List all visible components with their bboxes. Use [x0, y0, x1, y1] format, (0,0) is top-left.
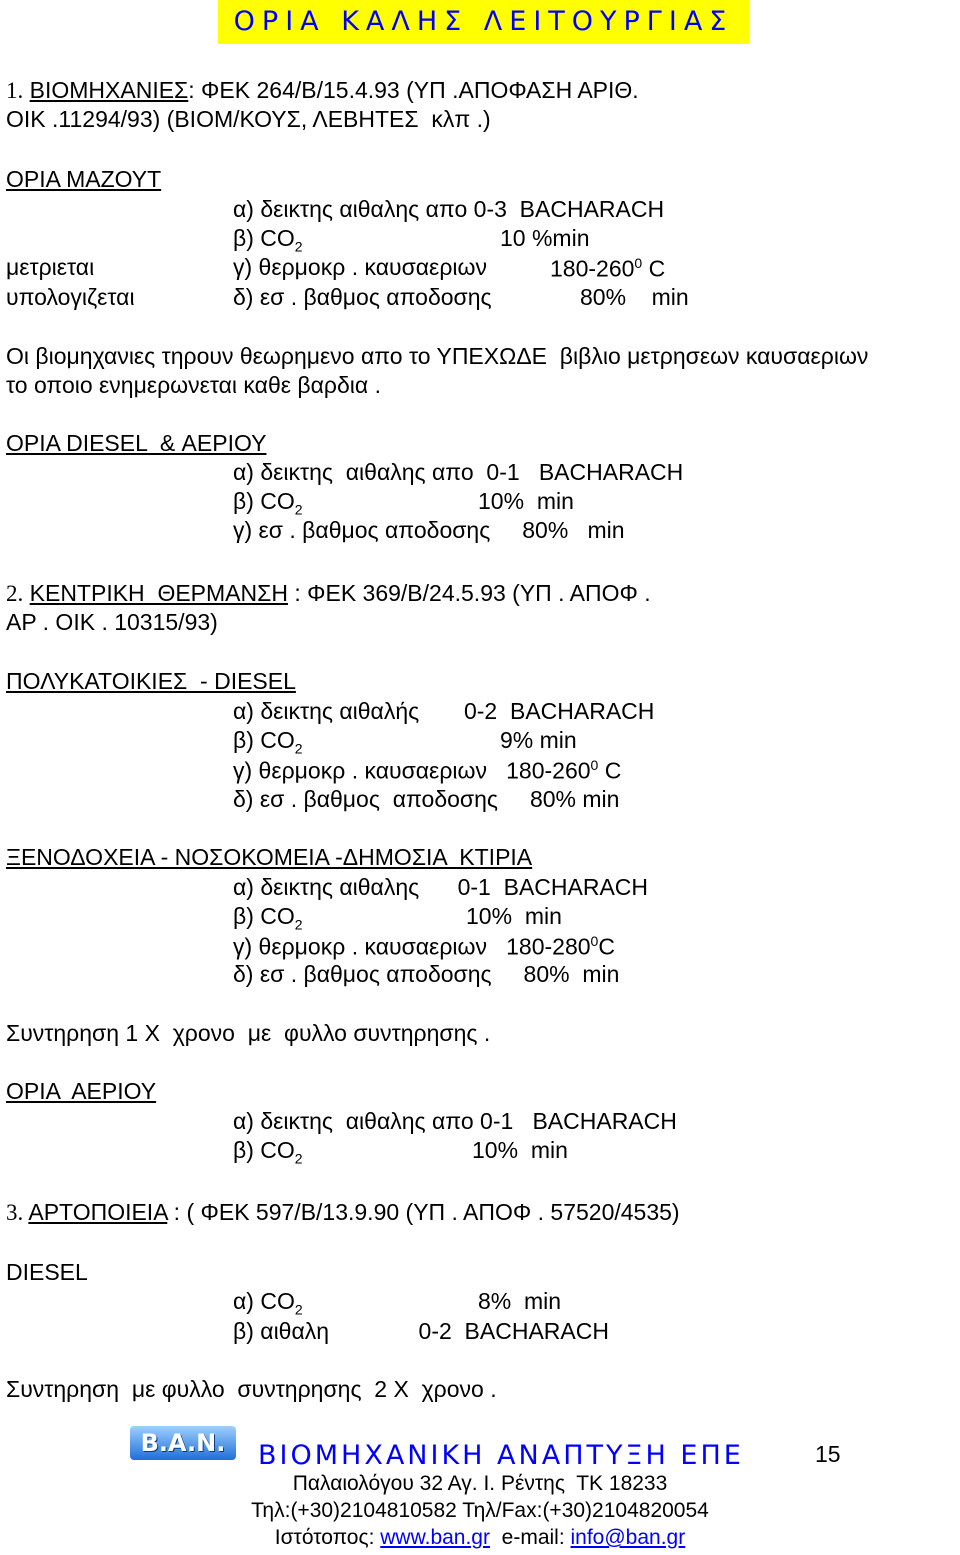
section-number: 1. — [6, 78, 24, 103]
limit-item-value: 10% min — [472, 1137, 568, 1163]
subsection-heading-diesel: ΟΡΙΑ DIESEL & ΑΕΡΙΟΥ — [6, 430, 267, 456]
limit-item-value: 9% min — [500, 727, 577, 753]
section-1-heading — [6, 79, 639, 102]
page-title: ΟΡΙΑ ΚΑΛΗΣ ΛΕΙΤΟΥΡΓΙΑΣ — [218, 0, 749, 44]
section-number: 3. — [6, 1200, 24, 1225]
footer-address: Παλαιολόγου 32 Αγ. Ι. Ρέντης ΤΚ 18233 — [292, 1472, 668, 1495]
limit-item: β) αιθαλη 0-2 BACHARACH — [233, 1318, 609, 1344]
limit-item-label: β) $CO_2$ — [233, 225, 303, 255]
section-reference-line2: ΑΡ . ΟΙΚ . 10315/93) — [6, 609, 218, 635]
section-reference: : ( ΦΕΚ 597/Β/13.9.90 (ΥΠ . ΑΠΟΦ . 57520/4535) — [167, 1199, 680, 1225]
company-name: ΒΙΟΜΗΧΑΝΙΚΗ ΑΝΑΠΤΥΞΗ ΕΠΕ — [258, 1440, 744, 1471]
limit-item-value: 8% min — [478, 1288, 562, 1314]
website-label: Ιστότοπος: — [274, 1526, 381, 1549]
section-reference-line2: ΟΙΚ .11294/93) (ΒΙΟΜ/ΚΟΥΣ, ΛΕΒΗΤΕΣ κλπ .) — [6, 106, 491, 132]
limit-item-value: 10 %min — [500, 225, 590, 251]
limit-item: γ) θερμοκρ . καυσαεριων $180-260^0$ C — [233, 757, 622, 784]
website-link[interactable]: www.ban.gr — [380, 1526, 490, 1549]
footer-phone: Τηλ:(+30)2104810582 Τηλ/Fax:(+30)2104820054 — [251, 1499, 709, 1522]
note-text: Οι βιομηχανιες τηρουν θεωρημενο απο το ΥΠΕΧΩΔΕ βιβλιο μετρησεων καυσαεριων — [6, 343, 869, 369]
note-text: το οποιο ενημερωνεται καθε βαρδια . — [6, 372, 381, 398]
row-label: μετριεται — [6, 254, 95, 280]
limit-item: δ) εσ . βαθμος αποδοσης 80% min — [233, 786, 620, 812]
page-number: 15 — [815, 1441, 841, 1467]
footer-contact — [0, 1526, 960, 1550]
limit-item-label: β) $CO_2$ — [233, 903, 303, 933]
limit-item-label: β) $CO_2$ — [233, 727, 303, 757]
section-title: ΒΙΟΜΗΧΑΝΙΕΣ — [29, 77, 189, 103]
limit-item-label: β) $CO_2$ — [233, 488, 303, 518]
maintenance-note: Συντηρηση με φυλλο συντηρησης 2 Χ χρονο . — [6, 1376, 497, 1402]
limit-item-label: α) $CO_2$ — [233, 1288, 303, 1318]
limit-item: α) δεικτης αιθαλης 0-1 BACHARACH — [233, 874, 649, 900]
email-link[interactable]: info@ban.gr — [570, 1526, 686, 1549]
subsection-heading-hotels: ΞΕΝΟΔΟΧΕΙΑ - ΝΟΣΟΚΟΜΕΙΑ -ΔΗΜΟΣΙΑ ΚΤΙΡΙΑ — [6, 844, 533, 870]
section-2-heading — [6, 582, 651, 605]
limit-item: δ) εσ . βαθμος αποδοσης 80% min — [233, 961, 620, 987]
section-3-heading — [6, 1201, 680, 1224]
subsection-heading-gas: ΟΡΙΑ ΑΕΡΙΟΥ — [6, 1078, 157, 1104]
section-reference: : ΦΕΚ 369/Β/24.5.93 (ΥΠ . ΑΠΟΦ . — [287, 580, 651, 606]
subsection-heading-mazout: ΟΡΙΑ ΜΑΖΟΥΤ — [6, 166, 162, 192]
section-title: ΚΕΝΤΡΙΚΗ ΘΕΡΜΑΝΣΗ — [29, 580, 288, 606]
limit-item-value: 10% min — [466, 903, 562, 929]
limit-item: α) δεικτης αιθαλής 0-2 BACHARACH — [233, 698, 655, 724]
subsection-heading-apartments: ΠΟΛΥΚΑΤΟΙΚΙΕΣ - DIESEL — [6, 668, 296, 694]
section-number: 2. — [6, 581, 24, 606]
company-logo: B.A.N. — [130, 1426, 236, 1460]
limit-item-value: $180-260^0$ C — [550, 255, 666, 282]
limit-item: δ) εσ . βαθμος αποδοσης — [233, 284, 492, 310]
limit-item-value: 10% min — [478, 488, 574, 514]
limit-item: α) δεικτης αιθαλης απο 0-3 BACHARACH — [233, 196, 665, 222]
maintenance-note: Συντηρηση 1 Χ χρονο με φυλλο συντηρησης . — [6, 1020, 491, 1046]
limit-item: γ) θερμοκρ . καυσαεριων — [233, 254, 487, 280]
section-title: ΑΡΤΟΠΟΙΕΙΑ — [28, 1199, 168, 1225]
section-reference: : ΦΕΚ 264/Β/15.4.93 (ΥΠ .ΑΠΟΦΑΣΗ ΑΡΙΘ. — [188, 77, 639, 103]
row-label: υπολογιζεται — [6, 284, 135, 310]
subsection-heading-diesel-bakery: DIESEL — [6, 1259, 88, 1285]
limit-item: γ) θερμοκρ . καυσαεριων $180-280^0C$ — [233, 933, 615, 960]
limit-item-label: β) $CO_2$ — [233, 1137, 303, 1167]
limit-item: γ) εσ . βαθμος αποδοσης 80% min — [233, 517, 625, 543]
limit-item: α) δεικτης αιθαλης απο 0-1 BACHARACH — [233, 459, 684, 485]
email-label: e-mail: — [489, 1526, 571, 1549]
limit-item: α) δεικτης αιθαλης απο 0-1 BACHARACH — [233, 1108, 677, 1134]
limit-item-value: 80% min — [580, 284, 689, 310]
